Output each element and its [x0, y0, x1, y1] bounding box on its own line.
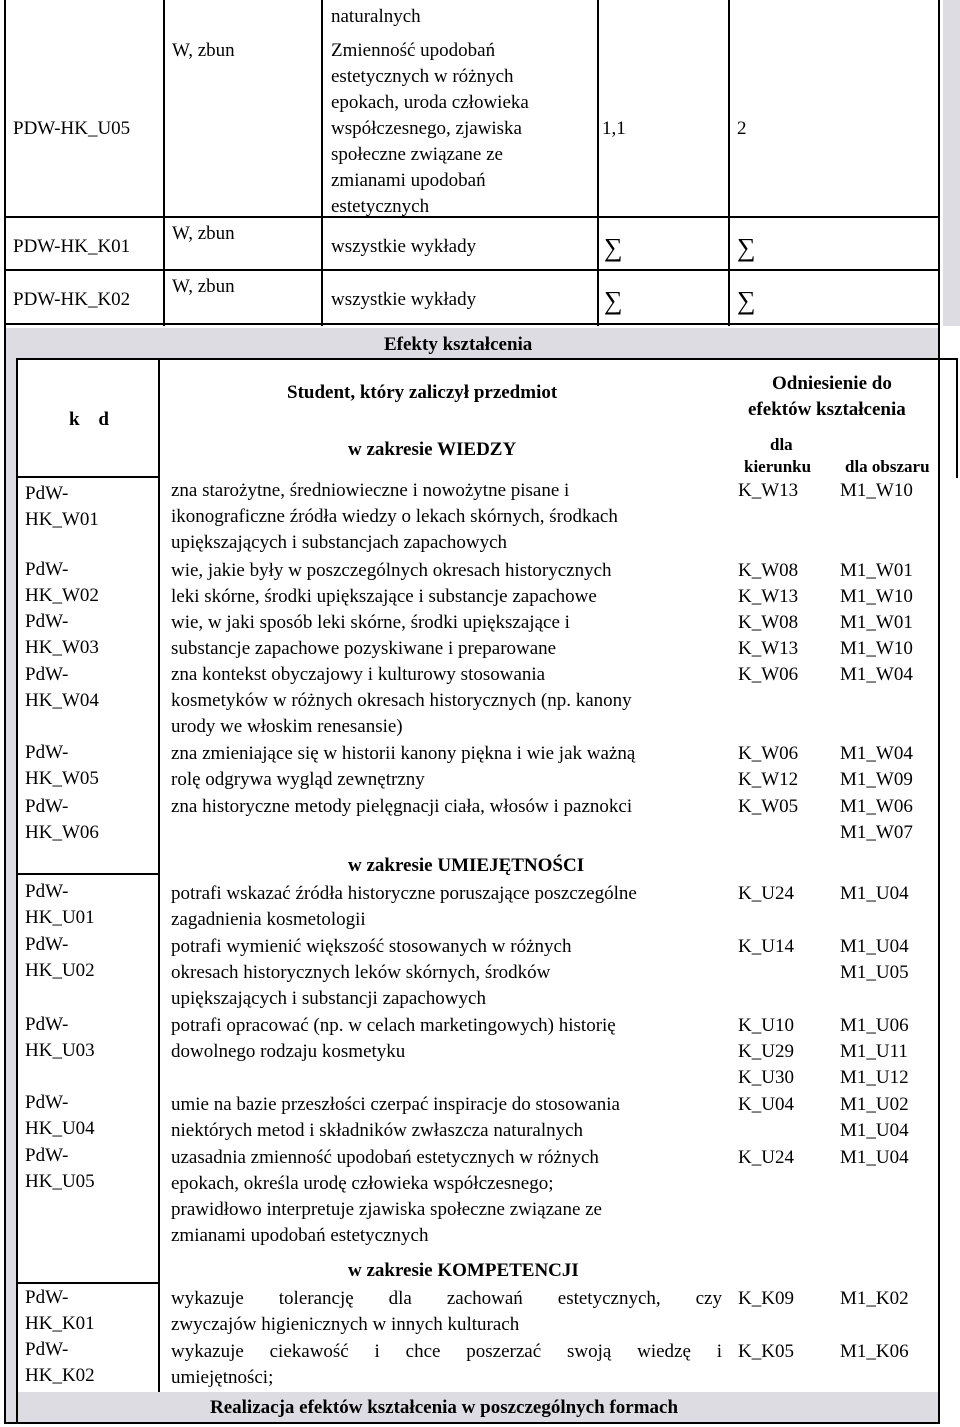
- effect-description-line: wykazuje tolerancję dla zachowań estetycznych, czy: [171, 1288, 722, 1309]
- effect-code-line: PdW-: [25, 742, 69, 763]
- effect-description-line: niektórych metod i składników zwłaszcza naturalnych: [171, 1120, 584, 1141]
- effect-code-line: PdW-: [25, 1287, 69, 1308]
- effect-description-line: potrafi wskazać źródła historyczne poruszające poszczególne: [171, 883, 637, 904]
- obszar-reference: M1_W10: [840, 638, 913, 659]
- obszar-reference: M1_W01: [840, 560, 913, 581]
- effect-description-line: upiększających i substancji zapachowych: [171, 988, 486, 1009]
- row-methods: W, zbun: [172, 223, 235, 244]
- effect-code-line: PdW-: [25, 881, 69, 902]
- effect-code-line: PdW-: [25, 483, 69, 504]
- obszar-reference: M1_U05: [840, 962, 909, 983]
- effect-description-line: prawidłowo interpretuje zjawiska społeczne związane ze: [171, 1199, 602, 1220]
- section-umiejetnosci: w zakresie UMIEJĘTNOŚCI: [348, 855, 585, 876]
- row-code: PDW-HK_U05: [13, 118, 131, 139]
- row-value-2: 2: [737, 118, 747, 139]
- effect-code-line: PdW-: [25, 1092, 69, 1113]
- kierunek-reference: K_W08: [738, 612, 799, 633]
- effect-code-line: PdW-: [25, 796, 69, 817]
- kierunek-reference: K_K09: [738, 1288, 794, 1309]
- effect-description-line: wykazuje ciekawość i chce poszerzać swoją wiedzę i: [171, 1341, 722, 1362]
- effect-description-line: upiększających i substancjach zapachowych: [171, 532, 508, 553]
- obszar-reference: M1_W04: [840, 664, 913, 685]
- kierunek-reference: K_U30: [738, 1067, 794, 1088]
- obszar-reference: M1_W06: [840, 796, 913, 817]
- effect-description-line: okresach historycznych leków skórnych, środków: [171, 962, 551, 983]
- subheader-obszar: dla obszaru: [845, 457, 930, 476]
- subheader-kierunek: dla: [770, 435, 793, 454]
- effect-description-line: wie, w jaki sposób leki skórne, środki upiększające i: [171, 612, 570, 633]
- effect-code-line: PdW-: [25, 1339, 69, 1360]
- row-methods: W, zbun: [172, 276, 235, 297]
- obszar-reference: M1_U11: [840, 1041, 908, 1062]
- effect-code-line: HK_W04: [25, 690, 99, 711]
- effect-description-line: zmianami upodobań estetycznych: [171, 1225, 429, 1246]
- obszar-reference: M1_W04: [840, 743, 913, 764]
- effect-description-line: umie na bazie przeszłości czerpać inspiracje do stosowania: [171, 1094, 620, 1115]
- footer-title: Realizacja efektów kształcenia w poszczególnych formach: [210, 1397, 679, 1418]
- effect-description-line: substancje zapachowe pozyskiwane i preparowane: [171, 638, 557, 659]
- row-code: PDW-HK_K01: [13, 236, 131, 257]
- sum-symbol: ∑: [737, 233, 756, 262]
- effect-code-line: HK_W03: [25, 637, 99, 658]
- kierunek-reference: K_W05: [738, 796, 799, 817]
- kierunek-reference: K_U04: [738, 1094, 794, 1115]
- kierunek-reference: K_U10: [738, 1015, 794, 1036]
- obszar-reference: M1_W07: [840, 822, 913, 843]
- obszar-reference: M1_U04: [840, 936, 909, 957]
- effect-description-line: urody we włoskim renesansie): [171, 716, 403, 737]
- row-content-line: estetycznych w różnych: [331, 66, 514, 87]
- kierunek-reference: K_W13: [738, 480, 799, 501]
- row-methods: W, zbun: [172, 40, 235, 61]
- kierunek-reference: K_W06: [738, 664, 799, 685]
- obszar-reference: M1_U02: [840, 1094, 909, 1115]
- effect-code-line: HK_W01: [25, 509, 99, 530]
- section-kompetencji: w zakresie KOMPETENCJI: [348, 1260, 579, 1281]
- effect-code-line: PdW-: [25, 559, 69, 580]
- obszar-reference: M1_U12: [840, 1067, 909, 1088]
- obszar-reference: M1_W10: [840, 480, 913, 501]
- effect-code-line: HK_W06: [25, 822, 99, 843]
- row-content-line: epokach, uroda człowieka: [331, 92, 529, 113]
- effect-code-line: PdW-: [25, 1145, 69, 1166]
- obszar-reference: M1_K02: [840, 1288, 909, 1309]
- effect-description-line: zagadnienia kosmetologii: [171, 909, 366, 930]
- column-header-student: Student, który zaliczył przedmiot: [287, 382, 558, 403]
- kierunek-reference: K_K05: [738, 1341, 794, 1362]
- row-content-line: naturalnych: [331, 6, 421, 27]
- effect-description-line: zwyczajów higienicznych w innych kulturach: [171, 1314, 520, 1335]
- effect-description-line: umiejętności;: [171, 1367, 274, 1388]
- effect-description-line: wie, jakie były w poszczególnych okresach historycznych: [171, 560, 612, 581]
- row-value-1: 1,1: [602, 118, 626, 139]
- row-content-line: Zmienność upodobań: [331, 40, 496, 61]
- sum-symbol: ∑: [604, 286, 623, 315]
- effect-code-line: HK_K01: [25, 1313, 95, 1334]
- effect-description-line: potrafi opracować (np. w celach marketingowych) historię: [171, 1015, 616, 1036]
- row-content-line: społeczne związane ze: [331, 144, 503, 165]
- effect-description-line: epokach, określa urodę człowieka współczesnego;: [171, 1173, 554, 1194]
- sum-symbol: ∑: [737, 286, 756, 315]
- kierunek-reference: K_W13: [738, 586, 799, 607]
- effect-code-line: HK_U02: [25, 960, 95, 981]
- obszar-reference: M1_U06: [840, 1015, 909, 1036]
- subheader-kierunek: kierunku: [744, 457, 812, 476]
- effect-description-line: leki skórne, środki upiększające i substancje zapachowe: [171, 586, 597, 607]
- effect-description-line: dowolnego rodzaju kosmetyku: [171, 1041, 406, 1062]
- row-content-line: zmianami upodobań: [331, 170, 486, 191]
- effect-description-line: zna zmieniające się w historii kanony piękna i wie jak ważną: [171, 743, 636, 764]
- effect-description-line: zna historyczne metody pielęgnacji ciała, włosów i paznokci: [171, 796, 633, 817]
- kierunek-reference: K_W13: [738, 638, 799, 659]
- effect-description-line: uzasadnia zmienność upodobań estetycznych w różnych: [171, 1147, 599, 1168]
- obszar-reference: M1_U04: [840, 883, 909, 904]
- obszar-reference: M1_W09: [840, 769, 913, 790]
- effect-code-line: PdW-: [25, 611, 69, 632]
- kierunek-reference: K_U29: [738, 1041, 794, 1062]
- row-content-line: estetycznych: [331, 196, 430, 217]
- effect-description-line: rolę odgrywa wygląd zewnętrzny: [171, 769, 425, 790]
- row-code: PDW-HK_K02: [13, 289, 131, 310]
- sum-symbol: ∑: [604, 233, 623, 262]
- row-content-line: współczesnego, zjawiska: [331, 118, 522, 139]
- obszar-reference: M1_U04: [840, 1120, 909, 1141]
- kierunek-reference: K_U24: [738, 883, 794, 904]
- obszar-reference: M1_U04: [840, 1147, 909, 1168]
- effect-code-line: HK_U04: [25, 1118, 95, 1139]
- column-header-code: k d: [69, 409, 109, 430]
- effect-code-line: HK_W02: [25, 585, 99, 606]
- column-header-odniesienie: Odniesienie do: [772, 373, 892, 394]
- effect-code-line: HK_K02: [25, 1365, 95, 1386]
- effect-description-line: kosmetyków w różnych okresach historycznych (np. kanony: [171, 690, 632, 711]
- kierunek-reference: K_U14: [738, 936, 794, 957]
- kierunek-reference: K_W08: [738, 560, 799, 581]
- effect-code-line: HK_U03: [25, 1040, 95, 1061]
- effect-description-line: zna kontekst obyczajowy i kulturowy stosowania: [171, 664, 546, 685]
- effect-code-line: PdW-: [25, 664, 69, 685]
- effect-code-line: HK_U01: [25, 907, 95, 928]
- kierunek-reference: K_W12: [738, 769, 799, 790]
- effect-description-line: ikonograficzne źródła wiedzy o lekach skórnych, środkach: [171, 506, 618, 527]
- row-content: wszystkie wykłady: [331, 236, 477, 257]
- obszar-reference: M1_W10: [840, 586, 913, 607]
- effect-description-line: potrafi wymienić większość stosowanych w różnych: [171, 936, 572, 957]
- obszar-reference: M1_W01: [840, 612, 913, 633]
- kierunek-reference: K_W06: [738, 743, 799, 764]
- effect-code-line: PdW-: [25, 1014, 69, 1035]
- effect-code-line: HK_U05: [25, 1171, 95, 1192]
- effect-code-line: HK_W05: [25, 768, 99, 789]
- section-title: Efekty kształcenia: [384, 334, 533, 355]
- row-content: wszystkie wykłady: [331, 289, 477, 310]
- obszar-reference: M1_K06: [840, 1341, 909, 1362]
- kierunek-reference: K_U24: [738, 1147, 794, 1168]
- column-header-odniesienie: efektów kształcenia: [748, 399, 906, 420]
- section-wiedza: w zakresie WIEDZY: [348, 439, 517, 460]
- effect-code-line: PdW-: [25, 934, 69, 955]
- effect-description-line: zna starożytne, średniowieczne i nowożytne pisane i: [171, 480, 570, 501]
